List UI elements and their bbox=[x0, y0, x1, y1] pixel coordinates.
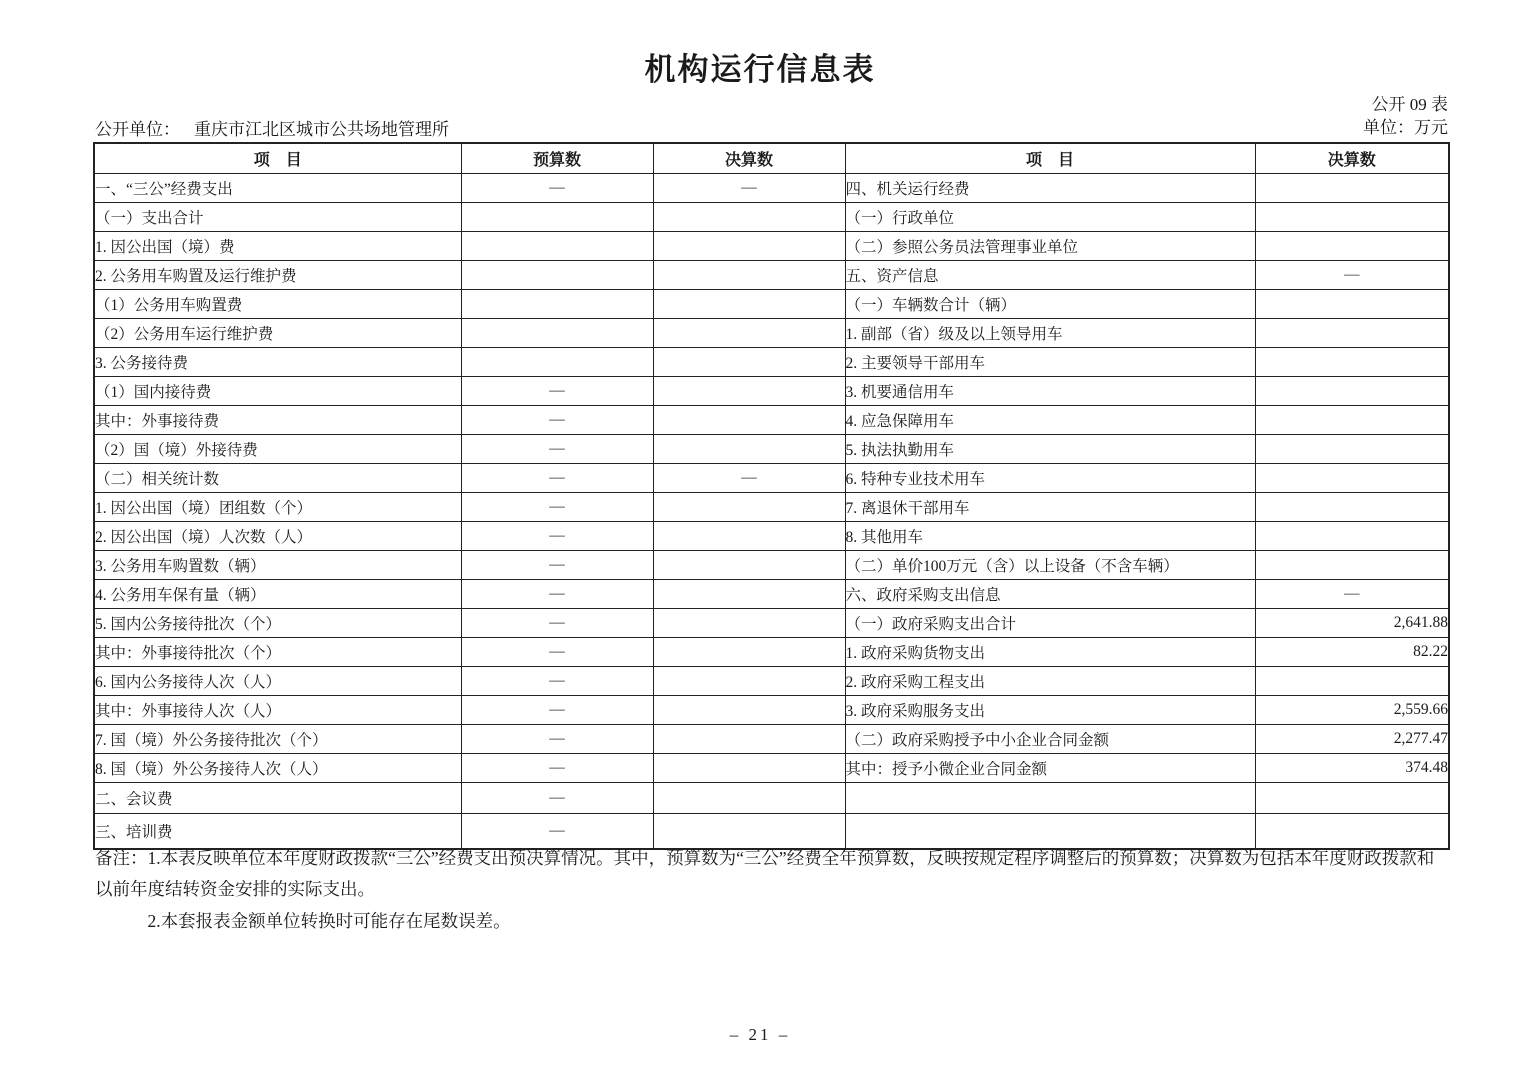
table-row bbox=[94, 289, 1449, 318]
final-cell-right: 2,641.88 bbox=[1255, 608, 1449, 637]
item-cell-right: 四、机关运行经费 bbox=[845, 173, 1255, 202]
item-cell-left: 5. 国内公务接待批次（个） bbox=[94, 608, 461, 637]
budget-cell: — bbox=[461, 753, 653, 782]
final-cell-left bbox=[653, 579, 845, 608]
budget-cell bbox=[461, 202, 653, 231]
item-cell-left: （2）公务用车运行维护费 bbox=[94, 318, 461, 347]
item-cell-left: （二）相关统计数 bbox=[94, 463, 461, 492]
table-row bbox=[94, 695, 1449, 724]
item-cell-right: 5. 执法执勤用车 bbox=[845, 434, 1255, 463]
table-row bbox=[94, 376, 1449, 405]
item-cell-left: 2. 公务用车购置及运行维护费 bbox=[94, 260, 461, 289]
item-cell-left: 其中：外事接待批次（个） bbox=[94, 637, 461, 666]
page-title: 机构运行信息表 bbox=[644, 52, 876, 87]
final-cell-right bbox=[1255, 376, 1449, 405]
item-cell-right: （二）单价100万元（含）以上设备（不含车辆） bbox=[845, 550, 1255, 579]
item-cell-left: 2. 因公出国（境）人次数（人） bbox=[94, 521, 461, 550]
table-row bbox=[94, 260, 1449, 289]
table-row bbox=[94, 753, 1449, 782]
table-row bbox=[94, 724, 1449, 753]
operation-info-table bbox=[93, 142, 1450, 850]
table-row bbox=[94, 318, 1449, 347]
item-cell-right: 五、资产信息 bbox=[845, 260, 1255, 289]
item-cell-left: 其中：外事接待人次（人） bbox=[94, 695, 461, 724]
publishing-unit-line bbox=[95, 115, 449, 140]
final-cell-left bbox=[653, 608, 845, 637]
final-cell-right bbox=[1255, 405, 1449, 434]
budget-cell: — bbox=[461, 813, 653, 849]
item-cell-left: （2）国（境）外接待费 bbox=[94, 434, 461, 463]
final-cell-left bbox=[653, 231, 845, 260]
item-cell-right: 1. 副部（省）级及以上领导用车 bbox=[845, 318, 1255, 347]
unit-of-measure: 单位：万元 bbox=[1363, 118, 1448, 137]
table-row bbox=[94, 782, 1449, 813]
item-cell-left: 二、会议费 bbox=[94, 782, 461, 813]
table-row bbox=[94, 637, 1449, 666]
final-cell-right bbox=[1255, 666, 1449, 695]
item-cell-left: 4. 公务用车保有量（辆） bbox=[94, 579, 461, 608]
final-cell-left bbox=[653, 637, 845, 666]
final-cell-right bbox=[1255, 782, 1449, 813]
final-cell-right bbox=[1255, 202, 1449, 231]
final-cell-left bbox=[653, 405, 845, 434]
budget-cell: — bbox=[461, 608, 653, 637]
item-cell-right: 1. 政府采购货物支出 bbox=[845, 637, 1255, 666]
budget-cell bbox=[461, 289, 653, 318]
item-cell-left: 1. 因公出国（境）团组数（个） bbox=[94, 492, 461, 521]
table-row bbox=[94, 463, 1449, 492]
item-cell-right: （一）行政单位 bbox=[845, 202, 1255, 231]
final-cell-left bbox=[653, 318, 845, 347]
final-cell-right bbox=[1255, 521, 1449, 550]
budget-cell: — bbox=[461, 782, 653, 813]
budget-cell: — bbox=[461, 492, 653, 521]
final-cell-right: 374.48 bbox=[1255, 753, 1449, 782]
final-cell-left bbox=[653, 492, 845, 521]
table-row bbox=[94, 521, 1449, 550]
final-cell-right bbox=[1255, 347, 1449, 376]
item-cell-right: 2. 政府采购工程支出 bbox=[845, 666, 1255, 695]
budget-cell bbox=[461, 347, 653, 376]
final-cell-left bbox=[653, 724, 845, 753]
item-cell-right: 六、政府采购支出信息 bbox=[845, 579, 1255, 608]
budget-cell: — bbox=[461, 666, 653, 695]
final-cell-right bbox=[1255, 550, 1449, 579]
budget-cell: — bbox=[461, 376, 653, 405]
item-cell-left: 8. 国（境）外公务接待人次（人） bbox=[94, 753, 461, 782]
final-cell-left bbox=[653, 434, 845, 463]
item-cell-right: （一）车辆数合计（辆） bbox=[845, 289, 1255, 318]
budget-cell: — bbox=[461, 579, 653, 608]
final-cell-left bbox=[653, 753, 845, 782]
item-cell-left: （1）公务用车购置费 bbox=[94, 289, 461, 318]
final-cell-right bbox=[1255, 318, 1449, 347]
table-row bbox=[94, 666, 1449, 695]
item-cell-right: 6. 特种专业技术用车 bbox=[845, 463, 1255, 492]
budget-cell bbox=[461, 231, 653, 260]
budget-cell: — bbox=[461, 550, 653, 579]
final-cell-right bbox=[1255, 492, 1449, 521]
column-header-item-left: 项 目 bbox=[94, 143, 461, 173]
table-row bbox=[94, 434, 1449, 463]
item-cell-right: 其中：授予小微企业合同金额 bbox=[845, 753, 1255, 782]
table-row bbox=[94, 231, 1449, 260]
final-cell-left: — bbox=[653, 173, 845, 202]
publishing-unit-label: 公开单位： bbox=[95, 120, 180, 139]
item-cell-left: 其中：外事接待费 bbox=[94, 405, 461, 434]
note-line-1: 备注：1.本表反映单位本年度财政拨款“三公”经费支出预决算情况。其中，预算数为“三公”经费全年预算数，反映按规定程序调整后的预算数；决算数为包括本年度财政拨款和以前年度结转资金安排的实际支出。 bbox=[95, 848, 1435, 899]
item-cell-right: 7. 离退休干部用车 bbox=[845, 492, 1255, 521]
item-cell-right bbox=[845, 782, 1255, 813]
item-cell-right: （一）政府采购支出合计 bbox=[845, 608, 1255, 637]
final-cell-left bbox=[653, 289, 845, 318]
final-cell-left: — bbox=[653, 463, 845, 492]
item-cell-right: 2. 主要领导干部用车 bbox=[845, 347, 1255, 376]
final-cell-left bbox=[653, 202, 845, 231]
final-cell-left bbox=[653, 695, 845, 724]
item-cell-right: 3. 政府采购服务支出 bbox=[845, 695, 1255, 724]
budget-cell bbox=[461, 260, 653, 289]
budget-cell: — bbox=[461, 434, 653, 463]
item-cell-right: （二）政府采购授予中小企业合同金额 bbox=[845, 724, 1255, 753]
budget-cell: — bbox=[461, 173, 653, 202]
final-cell-left bbox=[653, 521, 845, 550]
item-cell-left: 三、培训费 bbox=[94, 813, 461, 849]
final-cell-right: 82.22 bbox=[1255, 637, 1449, 666]
final-cell-left bbox=[653, 782, 845, 813]
final-cell-right bbox=[1255, 289, 1449, 318]
final-cell-right: 2,559.66 bbox=[1255, 695, 1449, 724]
budget-cell: — bbox=[461, 405, 653, 434]
item-cell-left: 一、“三公”经费支出 bbox=[94, 173, 461, 202]
final-cell-right bbox=[1255, 463, 1449, 492]
budget-cell: — bbox=[461, 724, 653, 753]
page-number: – 21 – bbox=[729, 1025, 791, 1044]
final-cell-left bbox=[653, 550, 845, 579]
table-header-row bbox=[94, 143, 1449, 173]
item-cell-left: （一）支出合计 bbox=[94, 202, 461, 231]
table-row bbox=[94, 347, 1449, 376]
notes-section bbox=[95, 843, 1447, 937]
table-row bbox=[94, 405, 1449, 434]
item-cell-left: 1. 因公出国（境）费 bbox=[94, 231, 461, 260]
column-header-final-left: 决算数 bbox=[653, 143, 845, 173]
item-cell-right: 8. 其他用车 bbox=[845, 521, 1255, 550]
table-row bbox=[94, 492, 1449, 521]
budget-cell: — bbox=[461, 463, 653, 492]
item-cell-right: 3. 机要通信用车 bbox=[845, 376, 1255, 405]
item-cell-left: 3. 公务接待费 bbox=[94, 347, 461, 376]
final-cell-right: 2,277.47 bbox=[1255, 724, 1449, 753]
final-cell-right bbox=[1255, 434, 1449, 463]
table-row bbox=[94, 173, 1449, 202]
table-row bbox=[94, 202, 1449, 231]
budget-cell: — bbox=[461, 637, 653, 666]
final-cell-right: — bbox=[1255, 579, 1449, 608]
item-cell-left: 6. 国内公务接待人次（人） bbox=[94, 666, 461, 695]
budget-cell bbox=[461, 318, 653, 347]
table-row bbox=[94, 579, 1449, 608]
form-code: 公开 09 表 bbox=[1371, 95, 1448, 114]
budget-cell: — bbox=[461, 695, 653, 724]
column-header-budget: 预算数 bbox=[461, 143, 653, 173]
final-cell-left bbox=[653, 347, 845, 376]
table-row bbox=[94, 608, 1449, 637]
column-header-item-right: 项 目 bbox=[845, 143, 1255, 173]
note-line-2: 2.本套报表金额单位转换时可能存在尾数误差。 bbox=[147, 911, 511, 931]
final-cell-left bbox=[653, 376, 845, 405]
final-cell-right: — bbox=[1255, 260, 1449, 289]
budget-cell: — bbox=[461, 521, 653, 550]
item-cell-left: （1）国内接待费 bbox=[94, 376, 461, 405]
item-cell-left: 7. 国（境）外公务接待批次（个） bbox=[94, 724, 461, 753]
publishing-unit-name: 重庆市江北区城市公共场地管理所 bbox=[194, 120, 449, 139]
table-row bbox=[94, 550, 1449, 579]
item-cell-right: 4. 应急保障用车 bbox=[845, 405, 1255, 434]
final-cell-right bbox=[1255, 231, 1449, 260]
final-cell-right bbox=[1255, 173, 1449, 202]
item-cell-right: （二）参照公务员法管理事业单位 bbox=[845, 231, 1255, 260]
column-header-final-right: 决算数 bbox=[1255, 143, 1449, 173]
final-cell-left bbox=[653, 260, 845, 289]
final-cell-left bbox=[653, 666, 845, 695]
item-cell-left: 3. 公务用车购置数（辆） bbox=[94, 550, 461, 579]
